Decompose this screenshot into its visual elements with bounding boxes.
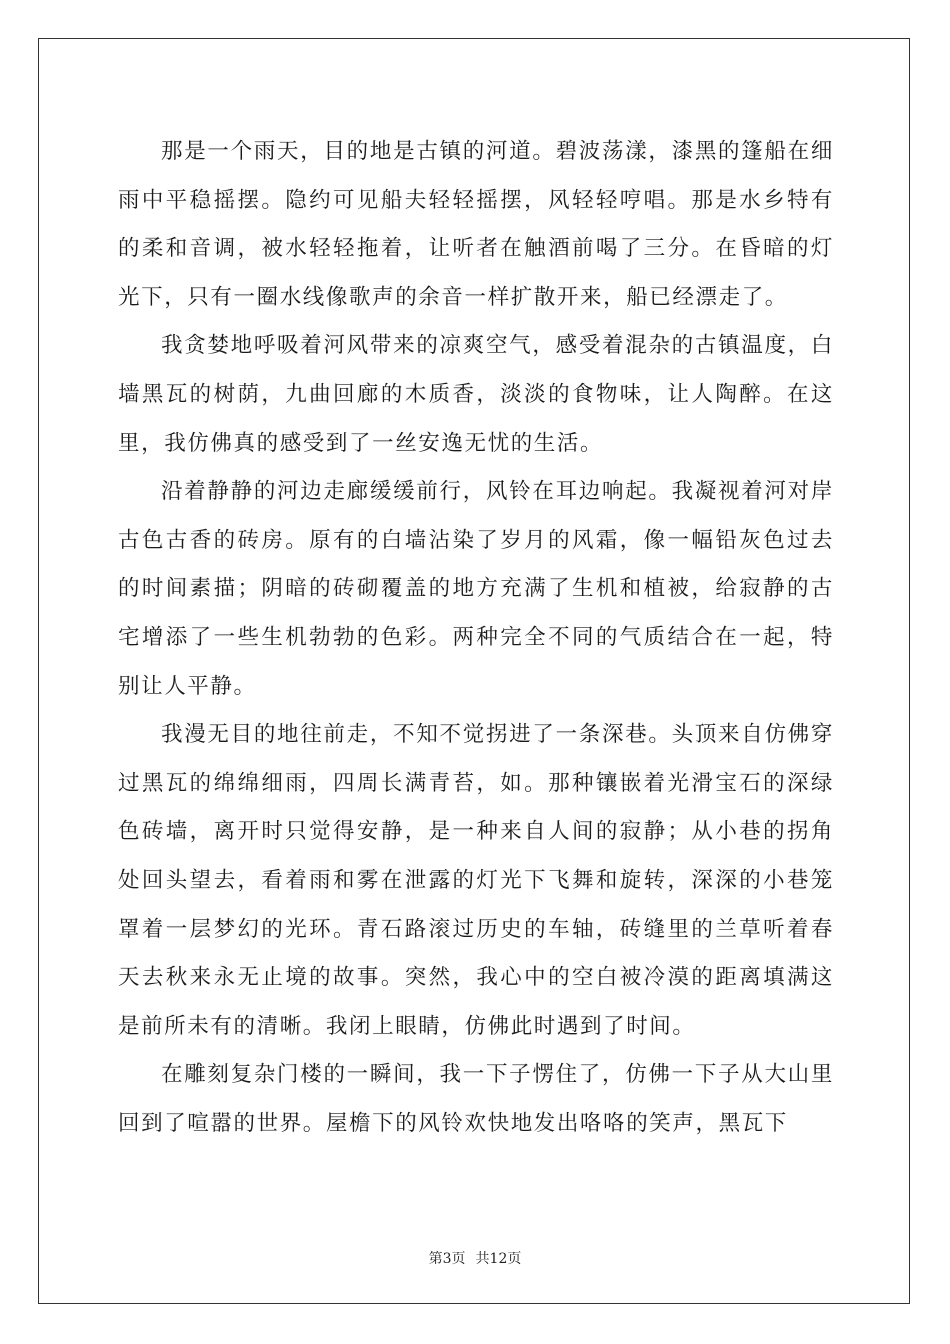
document-body: [118, 128, 834, 1148]
paragraph-1: 那是一个雨天，目的地是古镇的河道。碧波荡漾，漆黑的篷船在细雨中平稳摇摆。隐约可见船夫轻轻摇摆，风轻轻哼唱。那是水乡特有的柔和音调，被水轻轻拖着，让听者在触酒前喝了三分。在昏暗的灯光下，只有一圈水线像歌声的余音一样扩散开来，船已经漂走了。: [118, 139, 834, 310]
paragraph-3: 沿着静静的河边走廊缓缓前行，风铃在耳边响起。我凝视着河对岸古色古香的砖房。原有的白墙沾染了岁月的风霜，像一幅铅灰色过去的时间素描；阴暗的砖砌覆盖的地方充满了生机和植被，给寂静的古宅增添了一些生机勃勃的色彩。两种完全不同的气质结合在一起，特别让人平静。: [118, 479, 834, 699]
page-number: 第3页: [428, 1251, 466, 1267]
paragraph-2: 我贪婪地呼吸着河风带来的凉爽空气，感受着混杂的古镇温度，白墙黑瓦的树荫，九曲回廊的木质香，淡淡的食物味，让人陶醉。在这里，我仿佛真的感受到了一丝安逸无忧的生活。: [118, 333, 834, 456]
paragraph-4: 我漫无目的地往前走，不知不觉拐进了一条深巷。头顶来自仿佛穿过黑瓦的绵绵细雨，四周长满青苔，如。那种镶嵌着光滑宝石的深绿色砖墙，离开时只觉得安静，是一种来自人间的寂静；从小巷的拐角处回头望去，看着雨和雾在泄露的灯光下飞舞和旋转，深深的小巷笼罩着一层梦幻的光环。青石路滚过历史的车轴，砖缝里的兰草听着春天去秋来永无止境的故事。突然，我心中的空白被冷漠的距离填满这是前所未有的清晰。我闭上眼睛，仿佛此时遇到了时间。: [118, 722, 834, 1039]
page-total: 共12页: [475, 1251, 522, 1267]
paragraph-5: 在雕刻复杂门楼的一瞬间，我一下子愣住了，仿佛一下子从大山里回到了喧嚣的世界。屋檐下的风铃欢快地发出咯咯的笑声，黑瓦下: [118, 1062, 834, 1136]
page-footer: [0, 1248, 950, 1268]
